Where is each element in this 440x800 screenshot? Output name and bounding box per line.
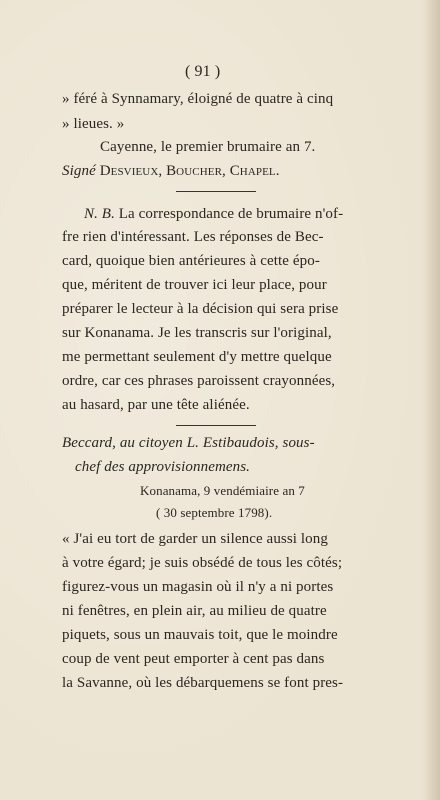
note-line: sur Konanama. Je les transcris sur l'original, (62, 325, 332, 341)
signed-label: Signé (62, 163, 96, 179)
signature-line (62, 162, 280, 180)
page-edge-shadow (422, 0, 440, 800)
letter-heading-line-1: Beccard, au citoyen L. Estibaudois, sous- (62, 435, 315, 451)
letter-body-line: piquets, sous un mauvais toit, que le moindre (62, 627, 338, 643)
note-line: me permettant seulement d'y mettre quelque (62, 349, 332, 365)
letter-date-equivalent: ( 30 septembre 1798). (156, 505, 273, 520)
letter-body-line: à votre égard; je suis obsédé de tous les côtés; (62, 555, 343, 571)
dateline: Cayenne, le premier brumaire an 7. (100, 139, 316, 155)
note-line: que, méritent de trouver ici leur place, pour (62, 277, 327, 293)
note-text: La correspondance de brumaire n'of- (118, 206, 344, 222)
note-line: au hasard, par une tête aliénée. (62, 397, 250, 413)
note-line: préparer le lecteur à la décision qui sera prise (62, 301, 339, 317)
letter-heading-line-2: chef des approvisionnemens. (75, 459, 251, 475)
page-number: ( 91 ) (185, 63, 221, 80)
quote-line-2: » lieues. » (62, 116, 125, 132)
letter-body-line: coup de vent peut emporter à cent pas dans (62, 651, 325, 667)
letter-place-date: Konanama, 9 vendémiaire an 7 (140, 483, 305, 498)
signatories: Desvieux, Boucher, Chapel. (99, 163, 280, 179)
note-prefix: N. B. (84, 206, 115, 222)
letter-body-line: « J'ai eu tort de garder un silence aussi long (62, 531, 328, 547)
note-line: card, quoique bien antérieures à cette épo- (62, 253, 320, 269)
note-line: ordre, car ces phrases paroissent crayonnées, (62, 373, 336, 389)
divider-rule-2 (176, 425, 256, 426)
letter-body-line: figurez-vous un magasin où il n'y a ni portes (62, 579, 334, 595)
divider-rule-1 (176, 191, 256, 192)
note-line: fre rien d'intéressant. Les réponses de Bec- (62, 229, 324, 245)
letter-body-line: ni fenêtres, en plein air, au milieu de quatre (62, 603, 327, 619)
letter-body-line: la Savanne, où les débarquemens se font pres- (62, 675, 344, 691)
note-line-1 (84, 205, 343, 223)
quote-line-1: » féré à Synnamary, éloigné de quatre à cinq (62, 91, 334, 107)
